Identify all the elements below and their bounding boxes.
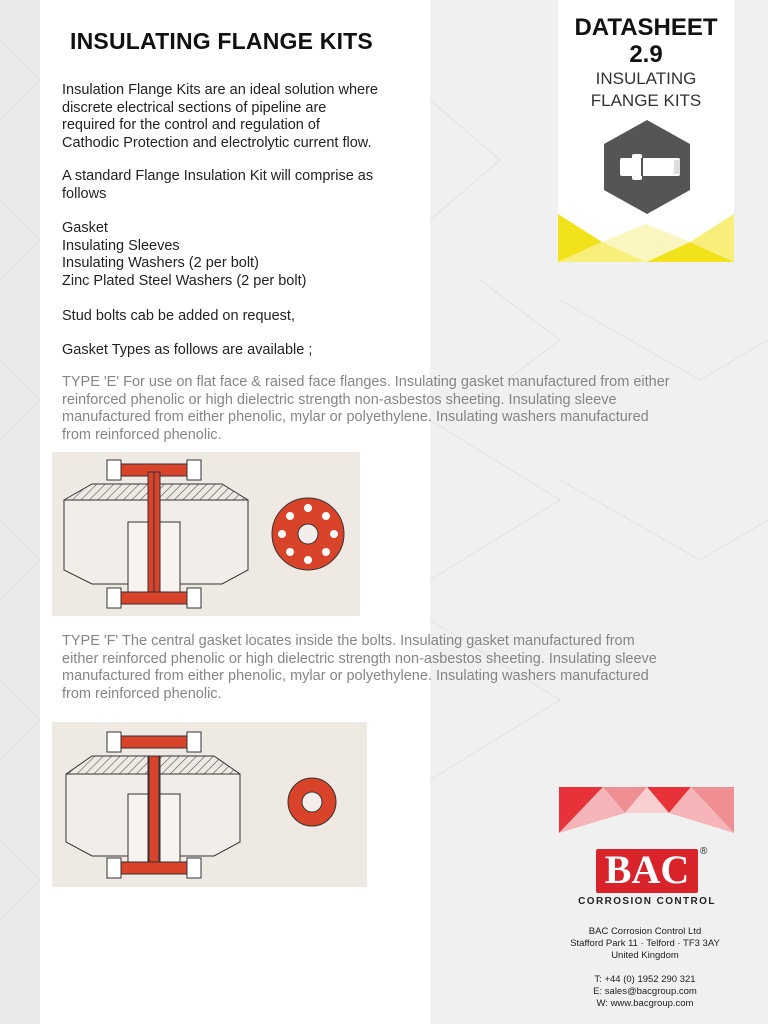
component-item: Zinc Plated Steel Washers (2 per bolt) [62,272,307,289]
contact-website: W: www.bacgroup.com [596,998,694,1009]
type-f-line: TYPE 'F' The central gasket locates inside the bolts. Insulating gasket manufactured from [62,633,635,649]
gasket-types-intro: Gasket Types as follows are available ; [62,342,313,358]
page-title: INSULATING FLANGE KITS [70,28,373,54]
type-f-line: from reinforced phenolic. [62,685,222,702]
intro-line: Cathodic Protection and electrolytic current flow. [62,134,372,151]
datasheet-subtitle [558,68,734,112]
component-item: Insulating Washers (2 per bolt) [62,255,259,271]
type-e-diagram [52,452,360,616]
kit-description [62,168,422,203]
datasheet-label: DATASHEET [574,14,718,41]
contact-email: E: sales@bacgroup.com [593,986,697,997]
type-e-line: reinforced phenolic or high dielectric strength non-asbestos sheeting. Insulating sleeve [62,391,617,408]
intro-line: discrete electrical sections of pipeline are [62,99,327,116]
datasheet-subtitle-line1: INSULATING [595,69,697,88]
contact-phone: T: +44 (0) 1952 290 321 [594,974,696,985]
yellow-triangle-band [558,214,734,262]
type-e-line: from reinforced phenolic. [62,426,222,443]
type-e-line: TYPE 'E' For use on flat face & raised face flanges. Insulating gasket manufactured from either [62,374,670,390]
component-list [62,220,422,290]
bac-logo: BAC [604,847,690,892]
intro-line: Insulation Flange Kits are an ideal solution where [62,82,378,98]
datasheet-subtitle-line2: FLANGE KITS [590,91,702,110]
datasheet-number: 2.9 [629,41,663,68]
company-contact [540,974,750,1010]
red-triangle-band [559,787,734,837]
type-e-flange-drawing [52,452,360,616]
stud-bolts-note: Stud bolts cab be added on request, [62,308,295,324]
intro-line: required for the control and regulation of [62,117,320,133]
company-address [540,926,750,962]
flange-kit-icon [602,118,692,216]
type-f-flange-drawing [52,722,367,887]
type-e-description [62,374,722,444]
datasheet-title [558,14,734,68]
type-f-diagram [52,722,367,887]
address-line: BAC Corrosion Control Ltd [588,926,702,937]
type-f-line: either reinforced phenolic or high dielectric strength non-asbestos sheeting. Insulating sleeve [62,650,657,667]
component-item: Insulating Sleeves [62,237,180,254]
type-f-description [62,633,722,703]
address-line: Stafford Park 11 · Telford · TF3 3AY [570,938,720,949]
registered-mark: ® [700,846,708,857]
company-tagline: CORROSION CONTROL [578,896,716,907]
component-item: Gasket [62,220,108,236]
type-f-line: manufactured from either phenolic, mylar or polyethylene. Insulating washers manufactured [62,668,649,684]
type-e-line: manufactured from either phenolic, mylar or polyethylene. Insulating washers manufactured [62,409,649,425]
address-line: United Kingdom [611,950,679,961]
kit-description-line: follows [62,185,107,202]
kit-description-line: A standard Flange Insulation Kit will comprise as [62,168,374,184]
intro-paragraph [62,82,422,152]
